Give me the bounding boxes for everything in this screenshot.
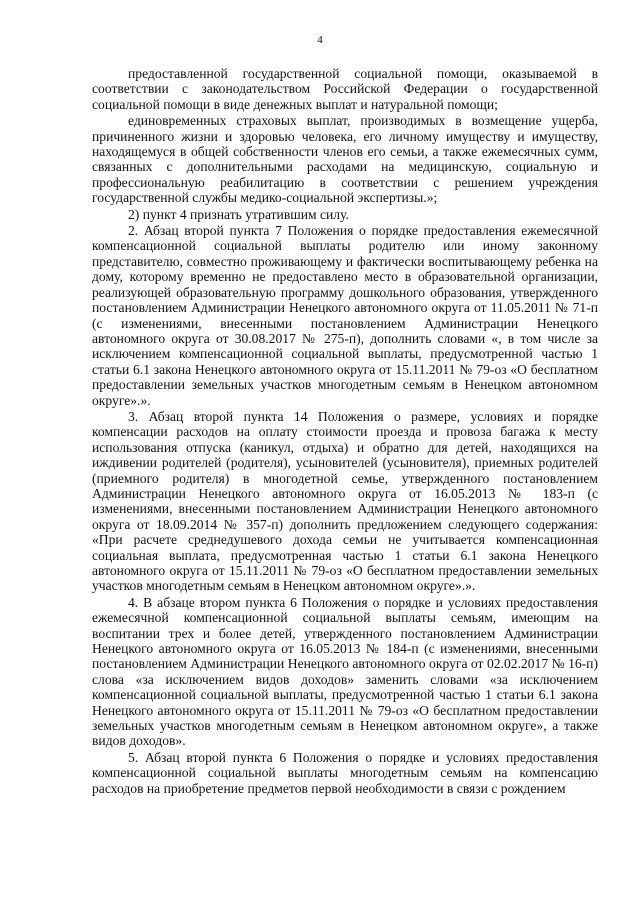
paragraph: единовременных страховых выплат, производимых в возмещение ущерба, причиненного жизни и здоровью человека, его личному имуществу и имуществу, находящемуся в общей собственности членов его семьи, а также ежемесячных сумм, связанных с дополнительными расходами на медицинскую, социальную и профессиональную реабилитацию в соответствии с решением учреждения государственной службы медико-социальной экспертизы.»;	[92, 113, 598, 206]
paragraph: 4. В абзаце втором пункта 6 Положения о порядке и условиях предоставления ежемесячной компенсационной социальной выплаты семьям, имеющим на воспитании трех и более детей, утвержденного постановлением Администрации Ненецкого автономного округа от 16.05.2013 № 184-п (с изменениями, внесенными постановлением Администрации Ненецкого автономного округа от 02.02.2017 № 16-п) слова «за исключением видов доходов» заменить словами «за исключением компенсационной социальной выплаты, предусмотренной частью 1 статьи 6.1 закона Ненецкого автономного округа от 15.11.2011 № 79-оз «О бесплатном предоставлении земельных участков многодетным семьям в Ненецком автономном округе», а также видов доходов».	[92, 594, 598, 749]
paragraph: 2. Абзац второй пункта 7 Положения о порядке предоставления ежемесячной компенсационной социальной выплаты родителю или иному законному представителю, совместно проживающему и фактически воспитывающему ребенка на дому, которому временно не предоставлено место в образовательной организации, реализующей образовательную программу дошкольного образования, утвержденного постановлением Администрации Ненецкого автономного округа от 11.05.2011 № 71-п (с изменениями, внесенными постановлением Администрации Ненецкого автономного округа от 30.08.2017 № 275-п), дополнить словами «, в том числе за исключением компенсационной социальной выплаты, предусмотренной частью 1 статьи 6.1 закона Ненецкого автономного округа от 15.11.2011 № 79-оз «О бесплатном предоставлении земельных участков многодетным семьям в Ненецком автономном округе».».	[92, 223, 598, 408]
paragraph: 5. Абзац второй пункта 6 Положения о порядке и условиях предоставления компенсационной социальной выплаты многодетным семьям на компенсацию расходов на приобретение предметов первой необходимости в связи с рождением	[92, 749, 598, 796]
document-body	[92, 66, 598, 797]
paragraph: 3. Абзац второй пункта 14 Положения о размере, условиях и порядке компенсации расходов на оплату стоимости проезда и провоза багажа к месту использования отпуска (каникул, отдыха) и обратно для детей, находящихся на иждивении родителей (родителя), усыновителей (усыновителя), приемных родителей (приемного родителя) в многодетной семье, утвержденного постановлением Администрации Ненецкого автономного округа от 16.05.2013 № 183-п (с изменениями, внесенными постановлением Администрации Ненецкого автономного округа от 18.09.2014 № 357-п) дополнить предложением следующего содержания: «При расчете среднедушевого дохода семьи не учитывается компенсационная социальная выплата, предусмотренная частью 1 статьи 6.1 закона Ненецкого автономного округа от 15.11.2011 № 79-оз «О бесплатном предоставлении земельных участков многодетным семьям в Ненецком автономном округе».».	[92, 408, 598, 594]
paragraph: предоставленной государственной социальной помощи, оказываемой в соответствии с законодательством Российской Федерации о государственной социальной помощи в виде денежных выплат и натуральной помощи;	[92, 66, 598, 112]
page-number: 4	[317, 34, 323, 46]
paragraph: 2) пункт 4 признать утратившим силу.	[128, 206, 349, 222]
